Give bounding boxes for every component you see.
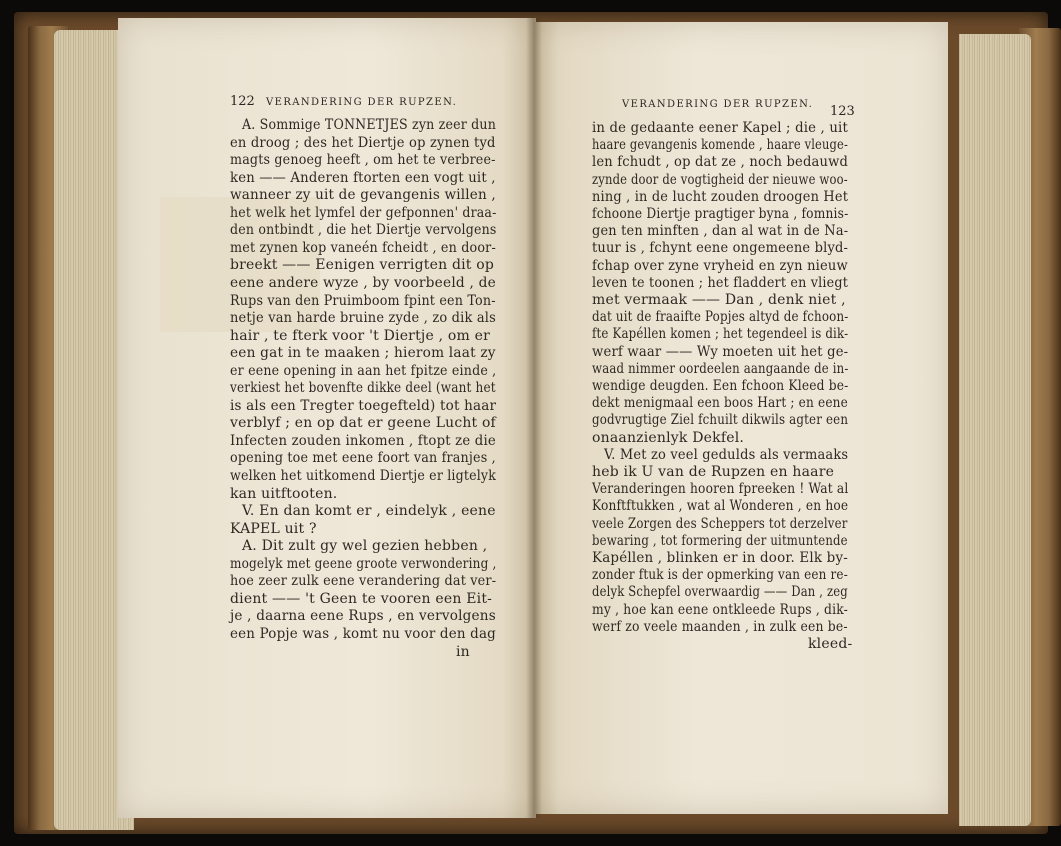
text-line: in de gedaante eener Kapel ; die , uit [592, 120, 848, 136]
text-line: netje van harde bruine zyde , zo dik als [230, 310, 496, 327]
text-line: ning , in de lucht zouden droogen Het [592, 188, 849, 205]
text-line: fchoone Diertje pragtiger byna , fomnis- [592, 206, 849, 222]
text-line: KAPEL uit ? [230, 520, 317, 537]
text-line: opening toe met eene foort van franjes , [230, 450, 496, 467]
book-gutter [526, 18, 542, 818]
text-line: haare gevangenis komende , haare vleuge- [592, 137, 848, 154]
text-line: veele Zorgen des Scheppers tot derzelver [592, 515, 848, 532]
text-line: fchap over zyne vryheid en zyn nieuw [592, 257, 848, 274]
text-line: len fchudt , op dat ze , noch bedauwd [592, 154, 849, 171]
text-line: welken het uitkomend Diertje er ligtelyk [230, 468, 497, 484]
text-line: in [456, 643, 470, 660]
text-line: dient —— 't Geen te vooren een Eit- [230, 590, 493, 607]
text-line: zonder ftuk is der opmerking van een re- [592, 567, 848, 584]
text-line: leven te toonen ; het fladdert en vliegt [592, 274, 849, 291]
text-line: V. Met zo veel gedulds als vermaaks [604, 446, 849, 463]
left-running-head: VERANDERING DER RUPZEN. [266, 97, 458, 108]
right-page-number: 123 [830, 104, 855, 119]
text-line: het welk het lymfel der gefponnen' draa- [230, 204, 497, 221]
text-line: werf zo veele maanden , in zulk een be- [592, 618, 848, 635]
text-line: hoe zeer zulk eene verandering dat ver- [230, 573, 497, 590]
text-line: met zynen kop vaneén fcheidt , en door- [230, 239, 496, 256]
text-line: A. Dit zult gy wel gezien hebben , [242, 538, 488, 555]
text-line: gen ten minften , dan al wat in de Na- [592, 223, 849, 240]
text-line: wendige deugden. Een fchoon Kleed be- [592, 378, 849, 394]
text-line: bewaring , tot formering der uitmuntende [592, 532, 848, 549]
text-line: V. En dan komt er , eindelyk , eene [242, 503, 496, 520]
text-line: je , daarna eene Rups , en vervolgens [230, 608, 496, 625]
text-line: verkiest het bovenfte dikke deel (want het [230, 380, 496, 397]
text-line: dat uit de fraaifte Popjes altyd de fchoon- [592, 309, 849, 326]
text-line: tuur is , fchynt eene ongemeene blyd- [592, 240, 849, 257]
right-running-head: VERANDERING DER RUPZEN. [622, 99, 814, 110]
right-page-edges [959, 34, 1031, 826]
text-line: ken —— Anderen ftorten een vogt uit , [230, 169, 496, 186]
text-line: delyk Schepfel overwaardig —— Dan , zeg [592, 584, 848, 601]
text-line: A. Sommige TONNETJES zyn zeer dun [242, 117, 497, 133]
text-line: een Popje was , komt nu voor den dag [230, 625, 496, 642]
text-line: er eene opening in aan het fpitze einde , [230, 362, 497, 379]
text-line: eene andere wyze , by voorbeeld , de [230, 274, 496, 291]
text-line: is als een Tregter toegefteld) tot haar [230, 397, 497, 414]
text-line: zynde door de vogtigheid der nieuwe woo- [592, 171, 848, 188]
text-line: fte Kapéllen komen ; het tegendeel is dik- [592, 326, 849, 343]
text-line: een gat in te maaken ; hierom laat zy [230, 345, 496, 362]
text-line: wanneer zy uit de gevangenis willen , [230, 187, 496, 204]
text-line: magts genoeg heeft , om het te verbree- [230, 152, 496, 169]
text-line: hair , te fterk voor 't Diertje , om er [230, 327, 491, 344]
text-line: my , hoe kan eene ontkleede Rups , dik- [592, 601, 848, 618]
text-line: den ontbindt , die het Diertje vervolgens [230, 222, 497, 239]
text-line: Konftftukken , wat al Wonderen , en hoe [592, 498, 849, 515]
text-line: waad nimmer oordeelen aangaande de in- [592, 360, 849, 377]
text-line: kleed- [808, 636, 853, 652]
text-line: mogelyk met geene groote verwondering , [230, 555, 497, 572]
text-line: werf waar —— Wy moeten uit het ge- [592, 343, 849, 360]
text-line: en droog ; des het Diertje op zynen tyd [230, 134, 496, 151]
text-line: met vermaak —— Dan , denk niet , [592, 292, 846, 308]
text-line: onaanzienlyk Dekfel. [592, 429, 745, 446]
text-line: godvrugtige Ziel fchuilt dikwils agter een [592, 412, 849, 429]
text-line: Infecten zouden inkomen , ftopt ze die [230, 432, 496, 449]
text-line: Kapéllen , blinken er in door. Elk by- [592, 550, 848, 566]
left-page-number: 122 [230, 94, 255, 109]
text-line: heb ik U van de Rupzen en haare [592, 464, 835, 480]
text-line: breekt —— Eenigen verrigten dit op [230, 257, 495, 274]
text-line: Rups van den Pruimboom fpint een Ton- [230, 292, 496, 309]
text-line: kan uitftooten. [230, 485, 338, 502]
text-line: Veranderingen hooren fpreeken ! Wat al [592, 481, 849, 498]
text-line: dekt menigmaal een boos Hart ; en eene [592, 395, 848, 412]
text-line: verblyf ; en op dat er geene Lucht of [230, 415, 496, 432]
